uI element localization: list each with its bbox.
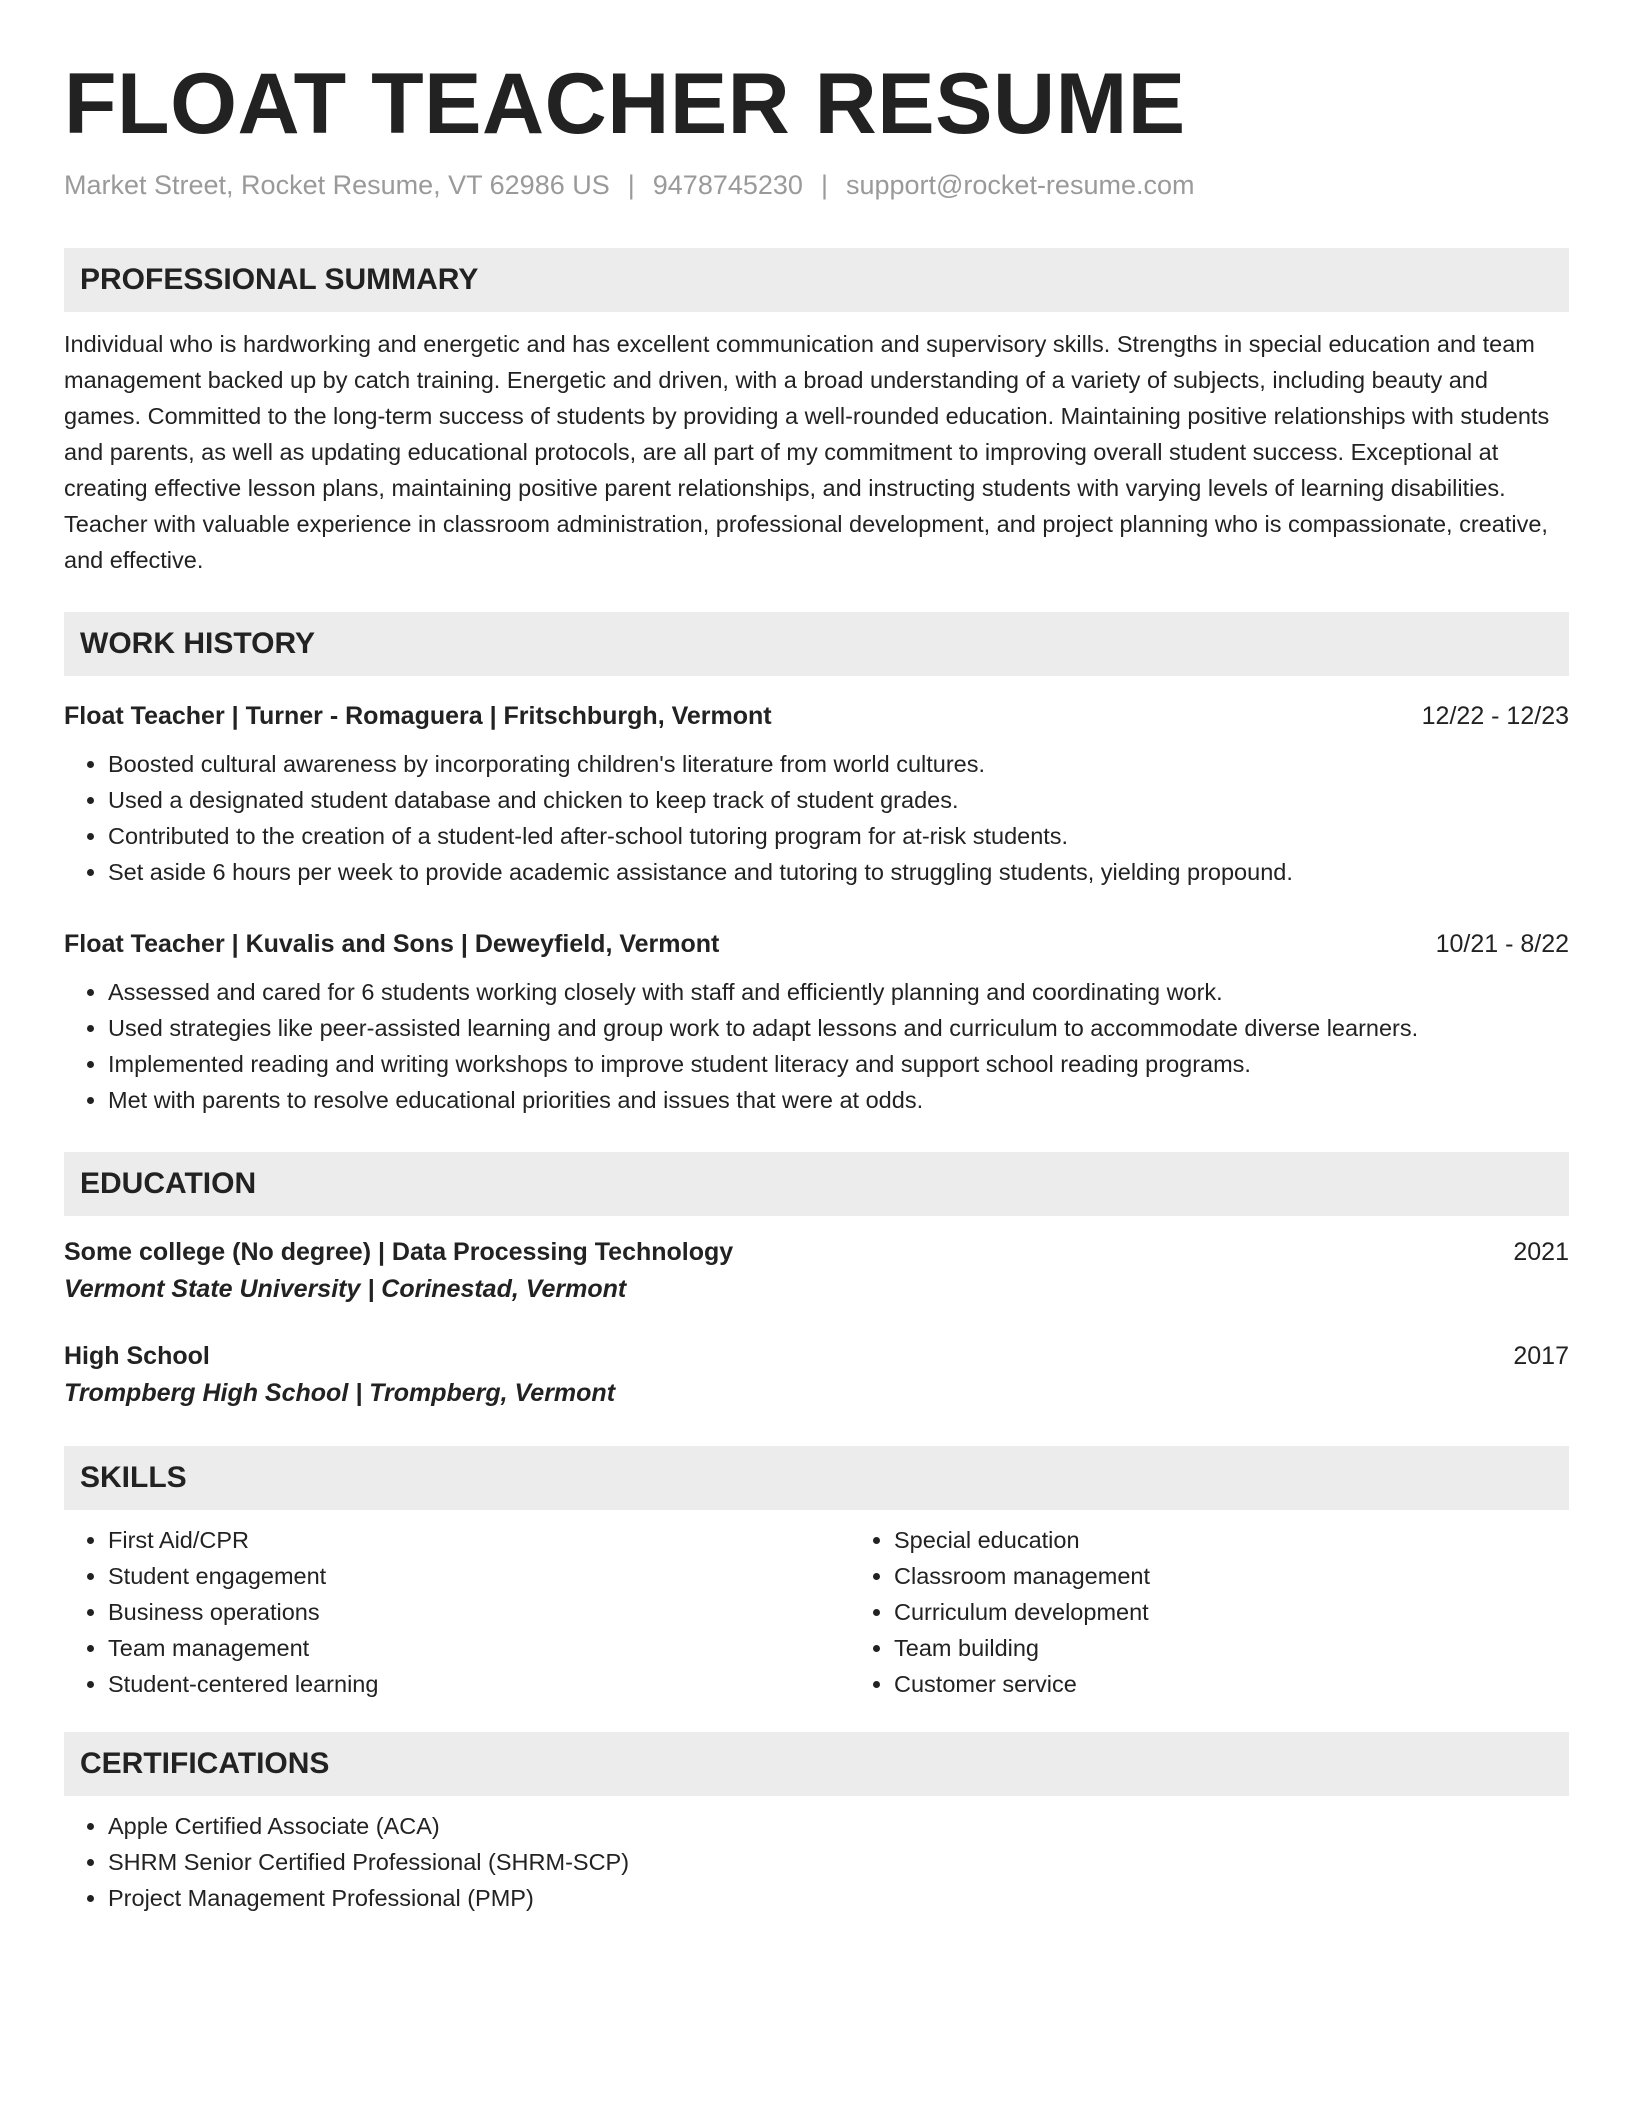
education-entry bbox=[64, 1234, 1569, 1308]
list-item: • Assessed and cared for 6 students working closely with staff and efficiently planning and coordinating work. bbox=[108, 974, 1569, 1010]
job-dates: 12/22 - 12/23 bbox=[1421, 702, 1569, 731]
contact-separator: | bbox=[820, 169, 828, 200]
skills-columns bbox=[64, 1522, 1569, 1702]
list-item: • SHRM Senior Certified Professional (SHRM-SCP) bbox=[108, 1844, 1569, 1880]
education-title: High School bbox=[64, 1342, 210, 1371]
list-item: • Team management bbox=[108, 1630, 850, 1666]
list-item: • Special education bbox=[894, 1522, 1632, 1558]
skills-list-left bbox=[64, 1522, 850, 1702]
education-entry bbox=[64, 1338, 1569, 1412]
list-item: • Project Management Professional (PMP) bbox=[108, 1880, 1569, 1916]
job-entry bbox=[64, 926, 1569, 1118]
resume-title: FLOAT TEACHER RESUME bbox=[64, 56, 1186, 152]
section-heading-education: EDUCATION bbox=[64, 1152, 1569, 1216]
contact-phone: 9478745230 bbox=[652, 169, 803, 200]
education-school: Vermont State University | Corinestad, Vermont bbox=[64, 1275, 627, 1304]
list-item: • Customer service bbox=[894, 1666, 1632, 1702]
job-entry bbox=[64, 698, 1569, 890]
job-bullets bbox=[64, 974, 1569, 1118]
section-heading-certifications: CERTIFICATIONS bbox=[64, 1732, 1569, 1796]
section-heading-summary: PROFESSIONAL SUMMARY bbox=[64, 248, 1569, 312]
list-item: • Boosted cultural awareness by incorporating children's literature from world cultures. bbox=[108, 746, 1569, 782]
list-item: • Met with parents to resolve educational priorities and issues that were at odds. bbox=[108, 1082, 1569, 1118]
list-item: • Classroom management bbox=[894, 1558, 1632, 1594]
resume-page bbox=[64, 0, 1569, 1916]
education-school: Trompberg High School | Trompberg, Vermont bbox=[64, 1379, 616, 1408]
list-item: • Contributed to the creation of a student-led after-school tutoring program for at-risk students. bbox=[108, 818, 1569, 854]
list-item: • Team building bbox=[894, 1630, 1632, 1666]
contact-line bbox=[64, 169, 1569, 201]
list-item: • Used a designated student database and chicken to keep track of student grades. bbox=[108, 782, 1569, 818]
job-title: Float Teacher | Turner - Romaguera | Fritschburgh, Vermont bbox=[64, 702, 772, 731]
education-year: 2017 bbox=[1513, 1342, 1569, 1371]
certifications-list bbox=[64, 1808, 1569, 1916]
job-bullets bbox=[64, 746, 1569, 890]
education-title: Some college (No degree) | Data Processing Technology bbox=[64, 1238, 734, 1267]
list-item: • Implemented reading and writing workshops to improve student literacy and support school reading programs. bbox=[108, 1046, 1569, 1082]
job-dates: 10/21 - 8/22 bbox=[1435, 930, 1569, 959]
summary-text: Individual who is hardworking and energetic and has excellent communication and supervisory skills. Strengths in special education and team management backed up by catch training. Energetic and driven, with a broad understanding of a variety of subjects, including beauty and games. Committed to the long-term success of students by providing a well-rounded education. Maintaining positive relationships with students and parents, as well as updating educational protocols, are all part of my commitment to improving overall student success. Exceptional at creating effective lesson plans, maintaining positive parent relationships, and instructing students with varying levels of learning disabilities. Teacher with valuable experience in classroom administration, professional development, and project planning who is compassionate, creative, and effective. bbox=[64, 331, 1550, 574]
list-item: • Curriculum development bbox=[894, 1594, 1632, 1630]
education-year: 2021 bbox=[1513, 1238, 1569, 1267]
contact-email: support@rocket-resume.com bbox=[845, 169, 1195, 200]
list-item: • Student-centered learning bbox=[108, 1666, 850, 1702]
job-title: Float Teacher | Kuvalis and Sons | Deweyfield, Vermont bbox=[64, 930, 720, 959]
section-heading-work-history: WORK HISTORY bbox=[64, 612, 1569, 676]
list-item: • Business operations bbox=[108, 1594, 850, 1630]
list-item: • First Aid/CPR bbox=[108, 1522, 850, 1558]
section-heading-skills: SKILLS bbox=[64, 1446, 1569, 1510]
contact-separator: | bbox=[627, 169, 635, 200]
list-item: • Apple Certified Associate (ACA) bbox=[108, 1808, 1569, 1844]
skills-list-right bbox=[850, 1522, 1632, 1702]
contact-address: Market Street, Rocket Resume, VT 62986 US bbox=[64, 169, 610, 200]
list-item: • Student engagement bbox=[108, 1558, 850, 1594]
list-item: • Used strategies like peer-assisted learning and group work to adapt lessons and curriculum to accommodate diverse learners. bbox=[108, 1010, 1569, 1046]
list-item: • Set aside 6 hours per week to provide academic assistance and tutoring to struggling students, yielding propound. bbox=[108, 854, 1569, 890]
